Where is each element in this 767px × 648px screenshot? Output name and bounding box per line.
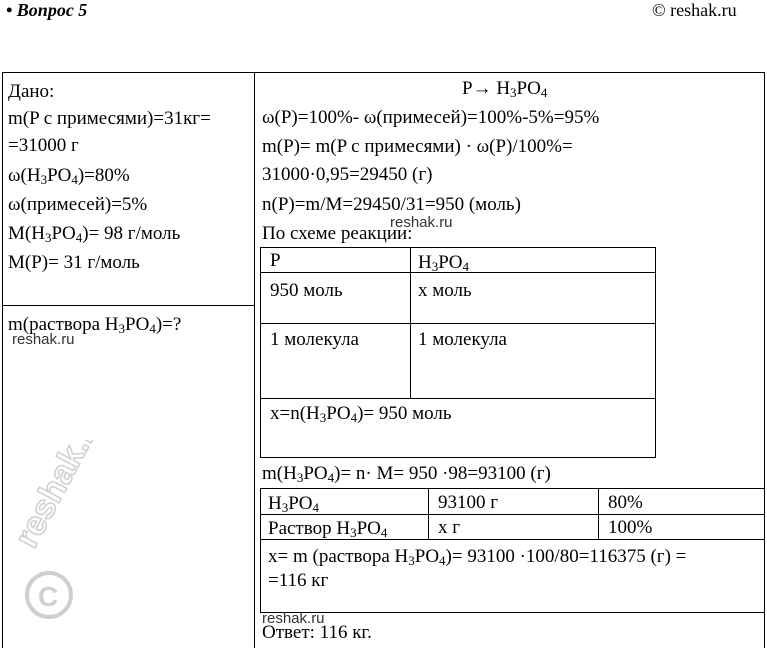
given-label: Дано: — [8, 81, 55, 102]
t2-calc-result: =116 кг — [268, 570, 329, 591]
watermark-small: reshak.ru — [12, 331, 75, 348]
frame-right — [764, 72, 765, 648]
t1-bottom — [260, 457, 656, 458]
t2-r2-percent: 100% — [608, 517, 653, 538]
given-acid-yield: $\omega(H_3PO_4)=80\%$ — [8, 165, 130, 187]
mass-acid-line: $m(H_3PO_4)= n\cdot M= 950 \cdot 98=93100$ (г) — [262, 463, 551, 485]
t2-col2 — [598, 488, 599, 539]
solution-line-3: 31000·0,95=29450 (г) — [262, 164, 433, 185]
t2-r1-name: $H_3PO_4$ — [268, 493, 320, 515]
t2-r1-percent: 80% — [608, 492, 643, 513]
t1-right — [655, 247, 656, 457]
t1-left — [260, 247, 261, 457]
given-mass-impure: m(P с примесями)=31кг= — [8, 108, 211, 129]
svg-text:reshak.ru: reshak.ru — [7, 440, 113, 554]
solution-line-2: m(P)= m(P с примесями) · ω(P)/100%= — [262, 136, 573, 157]
t1-top — [260, 247, 656, 248]
solution-line-4: n(P)=m/M=29450/31=950 (моль) — [262, 194, 521, 215]
given-impurity: ω(примесей)=5% — [8, 194, 148, 215]
t1-header-acid: $H_3PO_4$ — [418, 252, 470, 274]
given-molar-acid: $M(H_3PO_4)= 98$ г/моль — [8, 223, 181, 245]
given-find-divider — [2, 305, 254, 306]
t1-row2 — [260, 323, 656, 324]
t1-row3 — [260, 398, 656, 399]
t1-r2c2: 1 молекула — [418, 329, 507, 350]
reaction-scheme: $P\to H_3PO_4$ — [462, 78, 548, 100]
watermark-small-3: reshak.ru — [262, 610, 325, 627]
given-mass-grams: =31000 г — [8, 135, 79, 156]
copyright-text: © reshak.ru — [652, 0, 737, 20]
watermark-small-2: reshak.ru — [390, 214, 453, 231]
t1-r1c1: 950 моль — [270, 280, 343, 301]
watermark-logo — [4, 440, 164, 640]
t2-bottom — [260, 612, 764, 613]
t2-col1 — [428, 488, 429, 539]
t1-r2c1: 1 молекула — [270, 329, 359, 350]
solution-line-1: ω(P)=100%- ω(примесей)=100%-5%=95% — [262, 107, 600, 128]
t2-left — [260, 488, 261, 612]
t1-note: $x=n(H_3PO_4)= 950$ моль — [270, 403, 452, 425]
solution-line-5: По схеме реакции: — [262, 223, 413, 244]
question-title: • Вопрос 5 — [6, 0, 88, 20]
t1-r1c2: х моль — [418, 280, 472, 301]
given-molar-p: M(P)= 31 г/моль — [8, 252, 140, 273]
t2-row1 — [260, 514, 764, 515]
t2-r2-name: Раствор $H_3PO_4$ — [268, 518, 388, 540]
svg-text:C: C — [38, 581, 59, 612]
find-line: m(раствора $H_3PO_4)=$? — [8, 314, 182, 336]
frame-divider — [254, 72, 255, 648]
t1-header-p: P — [270, 250, 281, 271]
t1-mid — [410, 247, 411, 398]
t2-calc: x= m (раствора $H_3PO_4)= 93100 \cdot 100/80=116375$ (г) = — [268, 546, 687, 568]
frame-top — [2, 72, 765, 73]
t2-r2-value: х г — [438, 517, 461, 538]
frame-left — [2, 72, 3, 648]
t2-r1-value: 93100 г — [438, 492, 499, 513]
t2-top — [260, 488, 764, 489]
answer-line: Ответ: 116 кг. — [262, 622, 372, 643]
